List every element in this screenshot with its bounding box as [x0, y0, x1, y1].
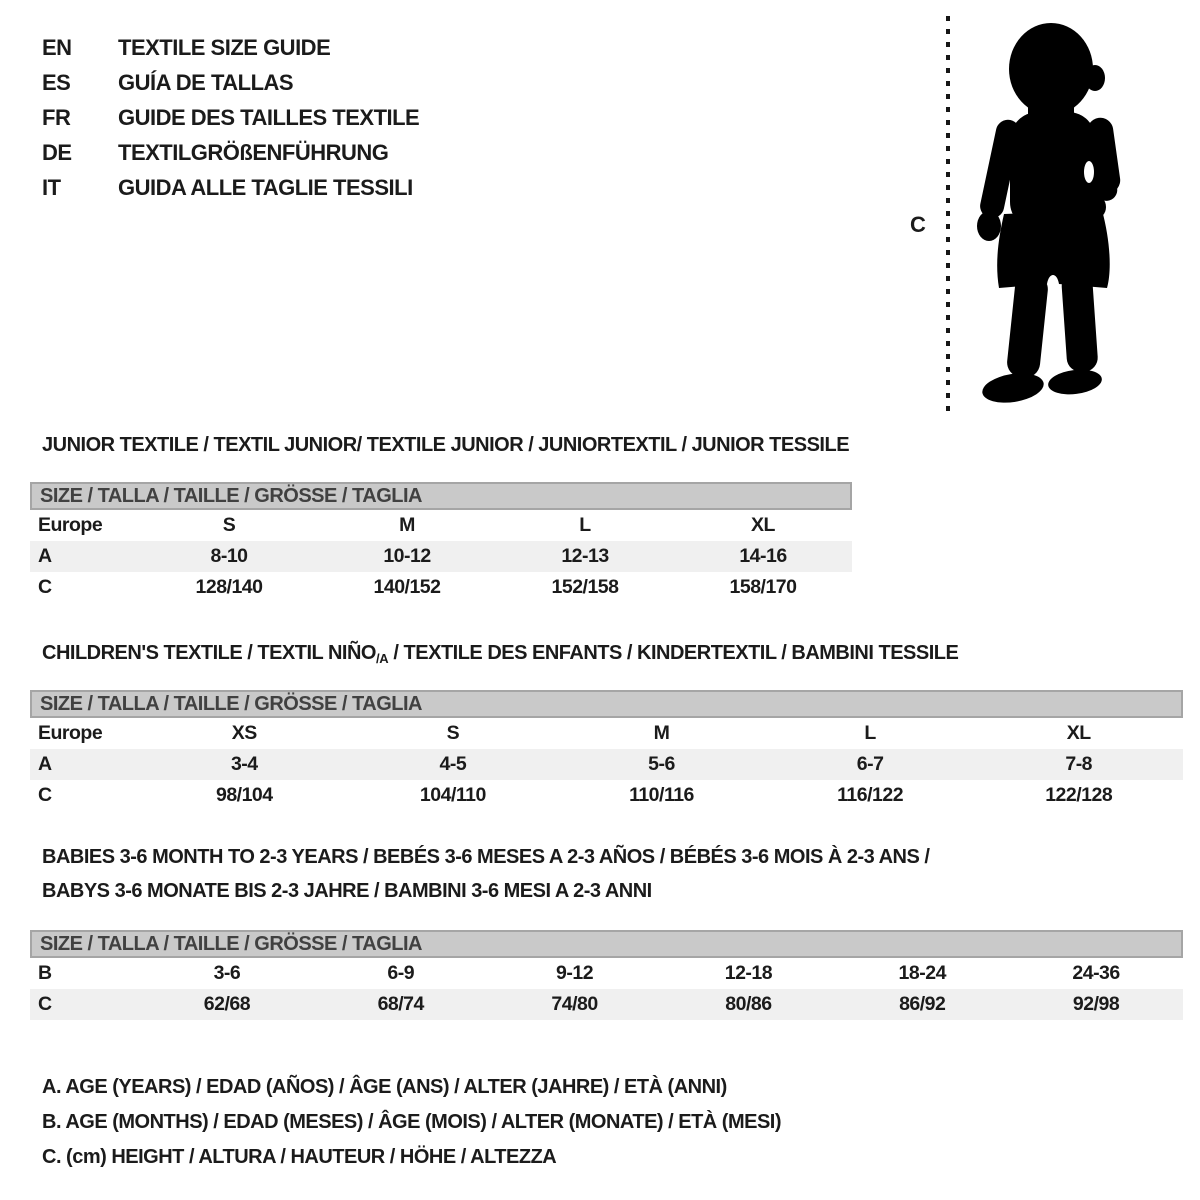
table-row [30, 780, 1183, 811]
children-title-post: / TEXTILE DES ENFANTS / KINDERTEXTIL / BAMBINI TESSILE [388, 642, 959, 664]
size-cell: M [653, 722, 670, 744]
row-label: B [38, 962, 52, 984]
table-row [30, 572, 852, 603]
babies-size-table [30, 930, 1183, 1020]
table-row [30, 718, 1183, 749]
size-cell: M [399, 514, 415, 536]
size-header-bar: SIZE / TALLA / TAILLE / GRÖSSE / TAGLIA [30, 690, 1183, 718]
language-row-en [42, 30, 419, 65]
age-cell: 24-36 [1072, 962, 1120, 984]
size-cell: XL [751, 514, 775, 536]
children-section-title [42, 642, 958, 666]
row-label: Europe [38, 722, 103, 744]
height-cell: 158/170 [729, 576, 797, 598]
row-label: C [38, 784, 52, 806]
age-cell: 4-5 [439, 753, 467, 775]
age-cell: 12-18 [724, 962, 773, 984]
toddler-silhouette-icon [958, 14, 1143, 416]
row-label: A [38, 753, 52, 775]
table-row [30, 510, 852, 541]
height-cell: 104/110 [419, 784, 486, 806]
size-cell: S [446, 722, 460, 744]
age-cell: 9-12 [556, 962, 594, 984]
height-cell: 128/140 [195, 576, 263, 598]
size-cell: L [579, 514, 591, 536]
age-cell: 3-6 [213, 962, 241, 984]
junior-section-title: JUNIOR TEXTILE / TEXTIL JUNIOR/ TEXTILE JUNIOR / JUNIORTEXTIL / JUNIOR TESSILE [42, 434, 850, 456]
age-cell: 3-4 [230, 753, 258, 775]
age-cell: 12-13 [561, 545, 609, 567]
height-cell: 92/98 [1072, 993, 1120, 1015]
height-cell: 122/128 [1045, 784, 1113, 806]
table-row [30, 541, 852, 572]
size-cell: XL [1066, 722, 1091, 744]
size-header-bar: SIZE / TALLA / TAILLE / GRÖSSE / TAGLIA [30, 482, 852, 510]
height-cell: 68/74 [377, 993, 424, 1015]
legend-height-cm: C. (cm) HEIGHT / ALTURA / HAUTEUR / HÖHE / ALTEZZA [42, 1146, 557, 1168]
junior-size-table [30, 482, 852, 603]
size-cell: L [864, 722, 876, 744]
row-label: Europe [38, 514, 103, 536]
language-code: FR [42, 105, 71, 130]
size-header-bar: SIZE / TALLA / TAILLE / GRÖSSE / TAGLIA [30, 930, 1183, 958]
measurement-legend [42, 1070, 781, 1175]
height-cell: 116/122 [837, 784, 904, 806]
table-row [30, 749, 1183, 780]
age-cell: 6-9 [387, 962, 415, 984]
row-label: C [38, 993, 52, 1015]
legend-age-years: A. AGE (YEARS) / EDAD (AÑOS) / ÂGE (ANS) / ALTER (JAHRE) / ETÀ (ANNI) [42, 1076, 727, 1098]
guide-title: GUÍA DE TALLAS [118, 70, 294, 95]
height-measure-label: C [910, 212, 926, 237]
babies-section-title-line1: BABIES 3-6 MONTH TO 2-3 YEARS / BEBÉS 3-6 MESES A 2-3 AÑOS / BÉBÉS 3-6 MOIS À 2-3 ANS / [42, 846, 930, 868]
size-cell: XS [231, 722, 257, 744]
height-cell: 62/68 [203, 993, 251, 1015]
height-cell: 80/86 [725, 993, 772, 1015]
height-cell: 86/92 [899, 993, 946, 1015]
height-cell: 74/80 [551, 993, 598, 1015]
height-cell: 98/104 [215, 784, 273, 806]
height-cell: 110/116 [629, 784, 694, 806]
guide-title: TEXTILE SIZE GUIDE [118, 35, 331, 60]
height-cell: 140/152 [373, 576, 441, 598]
guide-title: TEXTILGRÖßENFÜHRUNG [118, 140, 389, 165]
language-row-fr [42, 100, 419, 135]
language-row-it [42, 170, 419, 205]
row-label: A [38, 545, 52, 567]
age-cell: 10-12 [383, 545, 431, 567]
language-code: DE [42, 140, 72, 165]
children-size-table [30, 690, 1183, 811]
height-cell: 152/158 [551, 576, 619, 598]
language-row-de [42, 135, 419, 170]
children-title-sub: /A [375, 651, 389, 666]
age-cell: 8-10 [210, 545, 248, 567]
row-label: C [38, 576, 52, 598]
language-code: ES [42, 70, 71, 95]
age-cell: 7-8 [1065, 753, 1093, 775]
language-row-es [42, 65, 419, 100]
age-cell: 5-6 [648, 753, 675, 775]
age-cell: 6-7 [856, 753, 884, 775]
table-row [30, 989, 1183, 1020]
guide-title: GUIDA ALLE TAGLIE TESSILI [118, 175, 413, 200]
babies-section-title-line2: BABYS 3-6 MONATE BIS 2-3 JAHRE / BAMBINI 3-6 MESI A 2-3 ANNI [42, 880, 652, 902]
guide-title: GUIDE DES TAILLES TEXTILE [118, 105, 420, 130]
language-code: IT [42, 175, 61, 200]
height-measure-dashed-line [946, 16, 950, 416]
age-cell: 18-24 [898, 962, 946, 984]
size-cell: S [222, 514, 236, 536]
legend-age-months: B. AGE (MONTHS) / EDAD (MESES) / ÂGE (MOIS) / ALTER (MONATE) / ETÀ (MESI) [42, 1111, 782, 1133]
language-title-block [42, 30, 419, 205]
language-code: EN [42, 35, 72, 60]
children-title-pre: CHILDREN'S TEXTILE / TEXTIL NIÑO [42, 642, 376, 664]
age-cell: 14-16 [739, 545, 787, 567]
table-row [30, 958, 1183, 989]
